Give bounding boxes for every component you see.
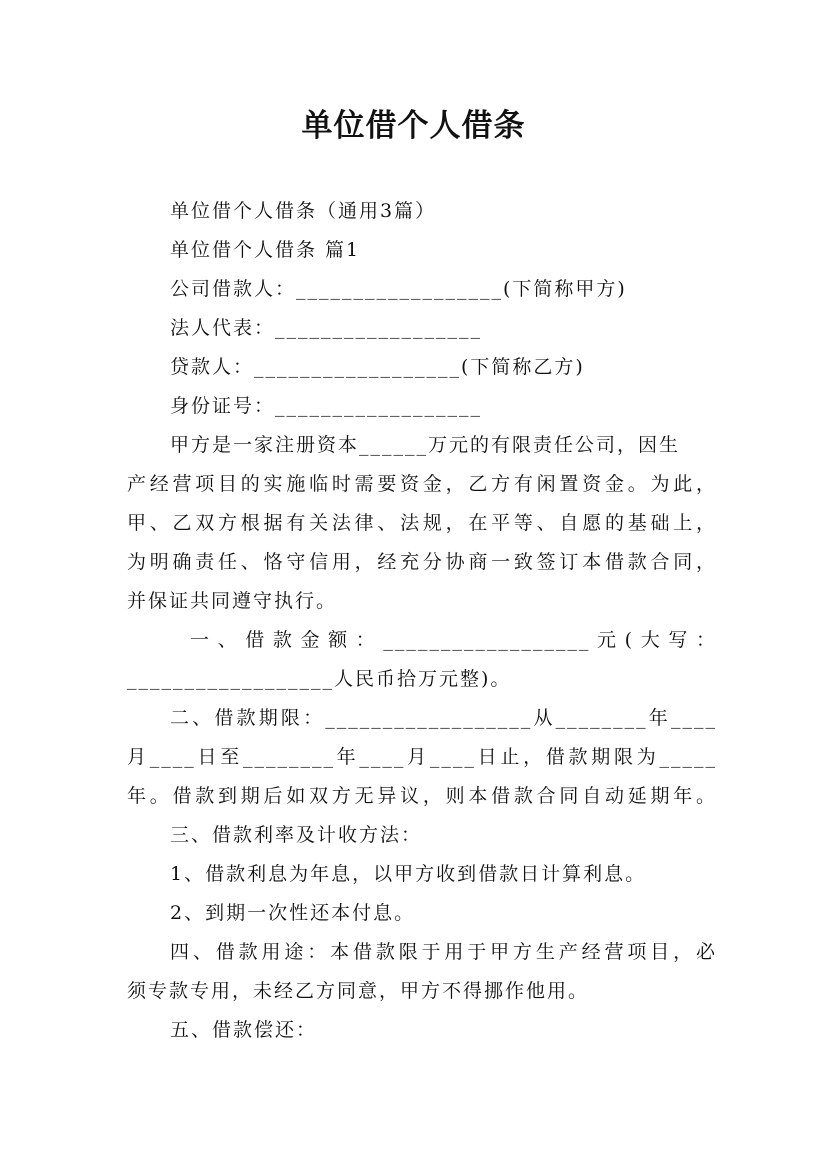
paragraph-line: 产经营项目的实施临时需要资金，乙方有闲置资金。为此，: [127, 473, 717, 495]
borrower-field: 公司借款人：__________________(下简称甲方): [170, 278, 627, 300]
clause-repayment: 五、借款偿还：: [170, 1019, 318, 1041]
paragraph-line: 甲、乙双方根据有关法律、法规，在平等、自愿的基础上，: [127, 512, 717, 534]
lender-field: 贷款人：__________________(下简称乙方): [170, 356, 585, 378]
id-number-field: 身份证号：__________________: [170, 395, 483, 417]
clause-term: 二、借款期限：__________________从________年____: [170, 707, 717, 729]
paragraph-line: 甲方是一家注册资本______万元的有限责任公司，因生: [170, 434, 681, 456]
paragraph-line: 为明确责任、恪守信用，经充分协商一致签订本借款合同，: [127, 551, 717, 573]
clause-term-cont: 年。借款到期后如双方无异议，则本借款合同自动延期年。: [127, 785, 717, 807]
clause-interest: 三、借款利率及计收方法：: [170, 824, 423, 846]
clause-amount-cont: __________________人民币拾万元整)。: [127, 668, 512, 690]
clause-term-cont: 月____日至________年____月____日止，借款期限为_____: [127, 746, 717, 768]
document-title: 单位借个人借条: [301, 108, 526, 144]
clause-item: 2、到期一次性还本付息。: [170, 902, 416, 924]
clause-purpose: 四、借款用途：本借款限于用于甲方生产经营项目，必: [170, 941, 717, 963]
clause-item: 1、借款利息为年息，以甲方收到借款日计算利息。: [170, 863, 647, 885]
clause-purpose-cont: 须专款专用，未经乙方同意，甲方不得挪作他用。: [127, 980, 590, 1002]
legal-rep-field: 法人代表：__________________: [170, 317, 483, 339]
clause-amount: 一、借款金额：__________________元(大写：: [190, 629, 717, 651]
section-heading: 单位借个人借条 篇1: [170, 239, 361, 261]
paragraph-line: 并保证共同遵守执行。: [127, 590, 338, 612]
subtitle-line: 单位借个人借条（通用3篇）: [170, 200, 437, 222]
